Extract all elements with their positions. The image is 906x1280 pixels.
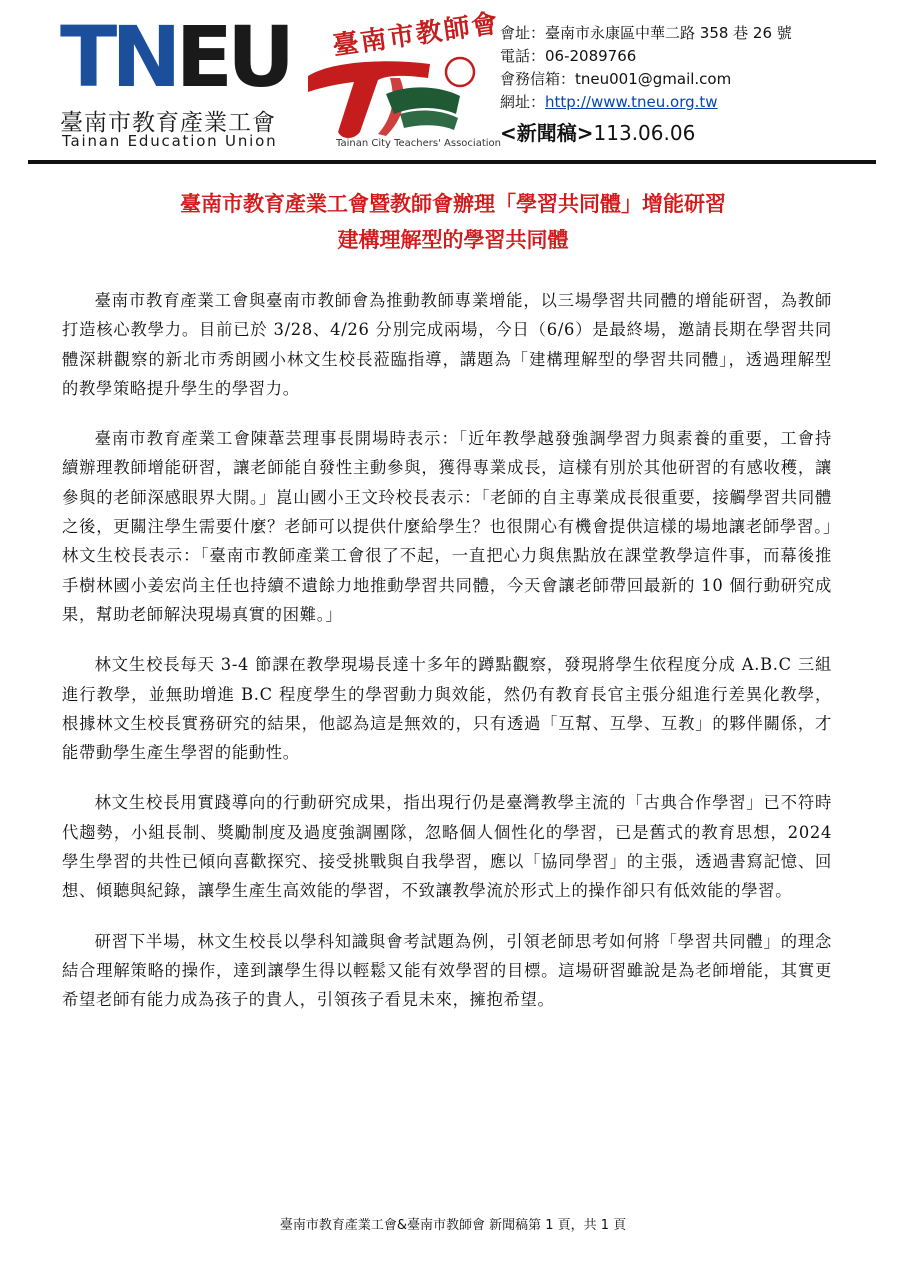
address-line: 會址：臺南市永康區中華二路 358 巷 26 號: [500, 24, 792, 42]
teachers-association-name-cn: 臺南市教師會: [330, 8, 502, 62]
paragraph: 林文生校長每天 3-4 節課在教學現場長達十多年的蹲點觀察，發現將學生依程度分成 A.B.C 三組進行教學，並無助增進 B.C 程度學生的學習動力與效能，然仍有教育長官主張分組進行差異化教學，根據林文生校長實務研究的結果，他認為這是無效的，只有透過「互幫、互學、互教」的夥伴關係，才能帶動學生產生學習的能動性。: [62, 655, 832, 763]
website-line: [500, 91, 792, 114]
paragraph: 研習下半場，林文生校長以學科知識與會考試題為例，引領老師思考如何將「學習共同體」的理念結合理解策略的操作，達到讓學生得以輕鬆又能有效學習的目標。這場研習雖說是為老師增能，其實更希望老師有能力成為孩子的貴人，引領孩子看見未來，擁抱希望。: [62, 931, 832, 1010]
contact-block: [500, 22, 792, 146]
page-footer: 臺南市教育產業工會&臺南市教師會 新聞稿第 1 頁，共 1 頁: [279, 1218, 627, 1233]
title-line-2: 建構理解型的學習共同體: [337, 227, 569, 252]
tneu-name-cn: 臺南市教育產業工會: [60, 110, 276, 136]
email-line: 會務信箱：tneu001@gmail.com: [500, 70, 732, 88]
teachers-association-name-en: Tainan City Teachers' Association: [336, 138, 501, 149]
teachers-association-logo: [290, 8, 502, 150]
paragraph: 林文生校長用實踐導向的行動研究成果，指出現行仍是臺灣教學主流的「古典合作學習」已不符時代趨勢，小組長制、獎勵制度及過度強調團隊，忽略個人個性化的學習，已是舊式的教育思想，2024 學生學習的共性已傾向喜歡探究、接受挑戰與自我學習，應以「協同學習」的主張，透過書寫記憶、回想、傾聽與紀錄，讓學生產生高效能的學習，不致讓教學流於形式上的操作卻只有低效能的學習。: [62, 793, 832, 901]
press-release-title: [60, 186, 846, 258]
paragraph: 臺南市教育產業工會陳葦芸理事長開場時表示：「近年教學越發強調學習力與素養的重要，工會持續辦理教師增能研習，讓老師能自發性主動參與，獲得專業成長，這樣有別於其他研習的有感收穫，讓參與的老師深感眼界大開。」崑山國小王文玲校長表示：「老師的自主專業成長很重要，接觸學習共同體之後，更關注學生需要什麼？老師可以提供什麼給學生？也很開心有機會提供這樣的場地讓老師學習。」林文生校長表示：「臺南市教師產業工會很了不起，一直把心力與焦點放在課堂教學這件事，而幕後推手樹林國小姜宏尚主任也持續不遺餘力地推動學習共同體，今天會讓老師帶回最新的 10 個行動研究成果，幫助老師解決現場真實的困難。」: [62, 429, 832, 624]
website-link[interactable]: http://www.tneu.org.tw: [545, 93, 718, 111]
release-date: 113.06.06: [593, 121, 696, 145]
release-line: [500, 120, 792, 146]
tneu-name-en: Tainan Education Union: [62, 132, 278, 150]
header-divider: [28, 160, 876, 164]
tneu-logo: [60, 8, 290, 150]
release-label: <新聞稿>: [500, 121, 594, 145]
article-body: [62, 286, 832, 1036]
title-line-1: 臺南市教育產業工會暨教師會辦理「學習共同體」增能研習: [180, 191, 726, 216]
tneu-wordmark: TN EU: [60, 8, 290, 106]
paragraph: 臺南市教育產業工會與臺南市教師會為推動教師專業增能，以三場學習共同體的增能研習，為教師打造核心教學力。目前已於 3/28、4/26 分別完成兩場，今日（6/6）是最終場，邀請長期在學習共同體深耕觀察的新北市秀朗國小林文生校長蒞臨指導，講題為「建構理解型的學習共同體」，透過理解型的教學策略提升學生的學習力。: [62, 291, 832, 398]
website-label: 網址：: [500, 93, 546, 111]
phone-line: 電話：06-2089766: [500, 47, 637, 65]
